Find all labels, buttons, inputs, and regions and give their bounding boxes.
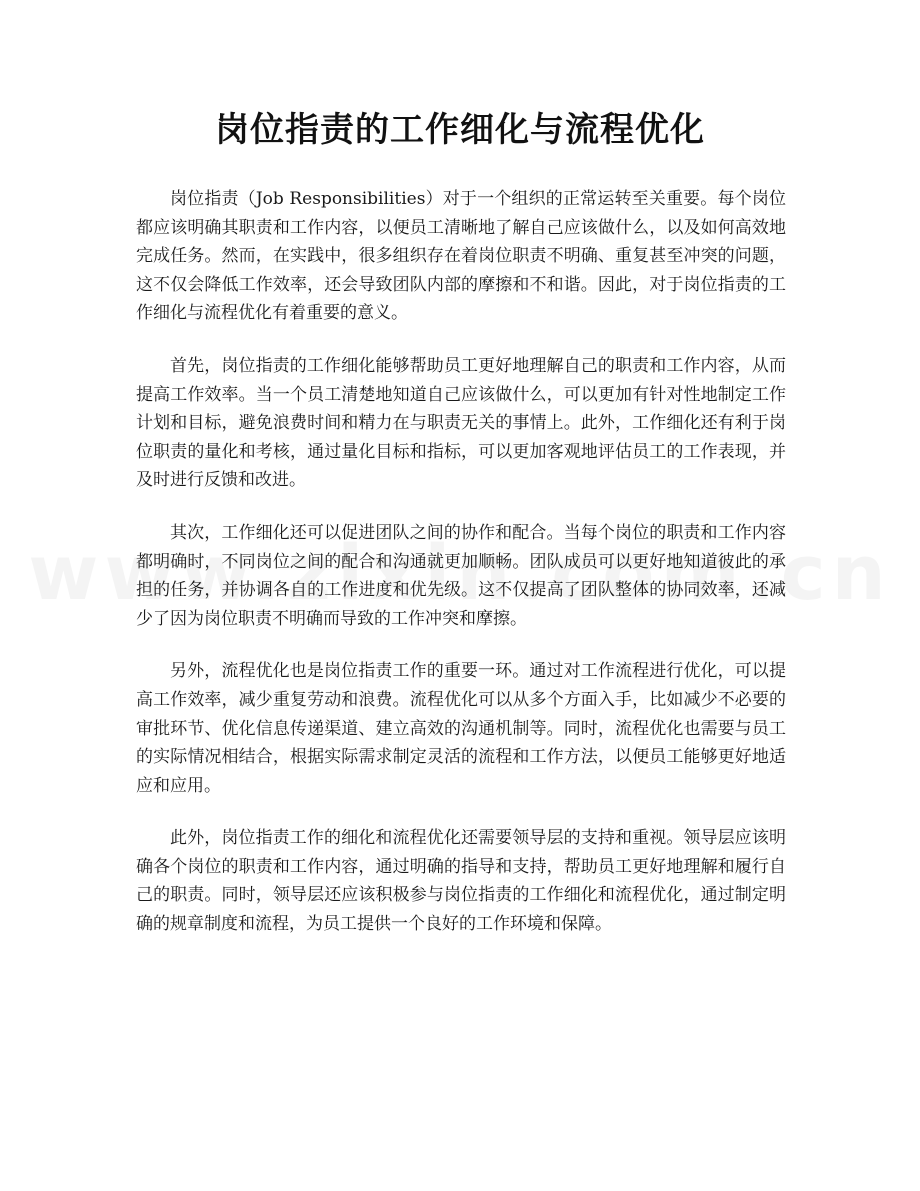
document-title: 岗位指责的工作细化与流程优化	[215, 110, 705, 150]
document-body	[136, 158, 786, 963]
paragraph-5: 此外，岗位指责工作的细化和流程优化还需要领导层的支持和重视。领导层应该明确各个岗位的职责和工作内容，通过明确的指导和支持，帮助员工更好地理解和履行自己的职责。同时，领导层还应该积极参与岗位指责的工作细化和流程优化，通过制定明确的规章制度和流程，为员工提供一个良好的工作环境和保障。	[136, 828, 786, 935]
paragraph-4: 另外，流程优化也是岗位指责工作的重要一环。通过对工作流程进行优化，可以提高工作效率，减少重复劳动和浪费。流程优化可以从多个方面入手，比如减少不必要的审批环节、优化信息传递渠道、建立高效的沟通机制等。同时，流程优化也需要与员工的实际情况相结合，根据实际需求制定灵活的流程和工作方法，以便员工能够更好地适应和应用。	[136, 661, 786, 796]
paragraph-3: 其次，工作细化还可以促进团队之间的协作和配合。当每个岗位的职责和工作内容都明确时，不同岗位之间的配合和沟通就更加顺畅。团队成员可以更好地知道彼此的承担的任务，并协调各自的工作进度和优先级。这不仅提高了团队整体的协同效率，还减少了因为岗位职责不明确而导致的工作冲突和摩擦。	[136, 522, 786, 629]
paragraph-2: 首先，岗位指责的工作细化能够帮助员工更好地理解自己的职责和工作内容，从而提高工作效率。当一个员工清楚地知道自己应该做什么，可以更加有针对性地制定工作计划和目标，避免浪费时间和精力在与职责无关的事情上。此外，工作细化还有利于岗位职责的量化和考核，通过量化目标和指标，可以更加客观地评估员工的工作表现，并及时进行反馈和改进。	[136, 355, 786, 491]
paragraph-1: 岗位指责（Job Responsibilities）对于一个组织的正常运转至关重要。每个岗位都应该明确其职责和工作内容，以便员工清晰地了解自己应该做什么，以及如何高效地完成任务。然而，在实践中，很多组织存在着岗位职责不明确、重复甚至冲突的问题，这不仅会降低工作效率，还会导致团队内部的摩擦和不和谐。因此，对于岗位指责的工作细化与流程优化有着重要的意义。	[136, 189, 786, 324]
